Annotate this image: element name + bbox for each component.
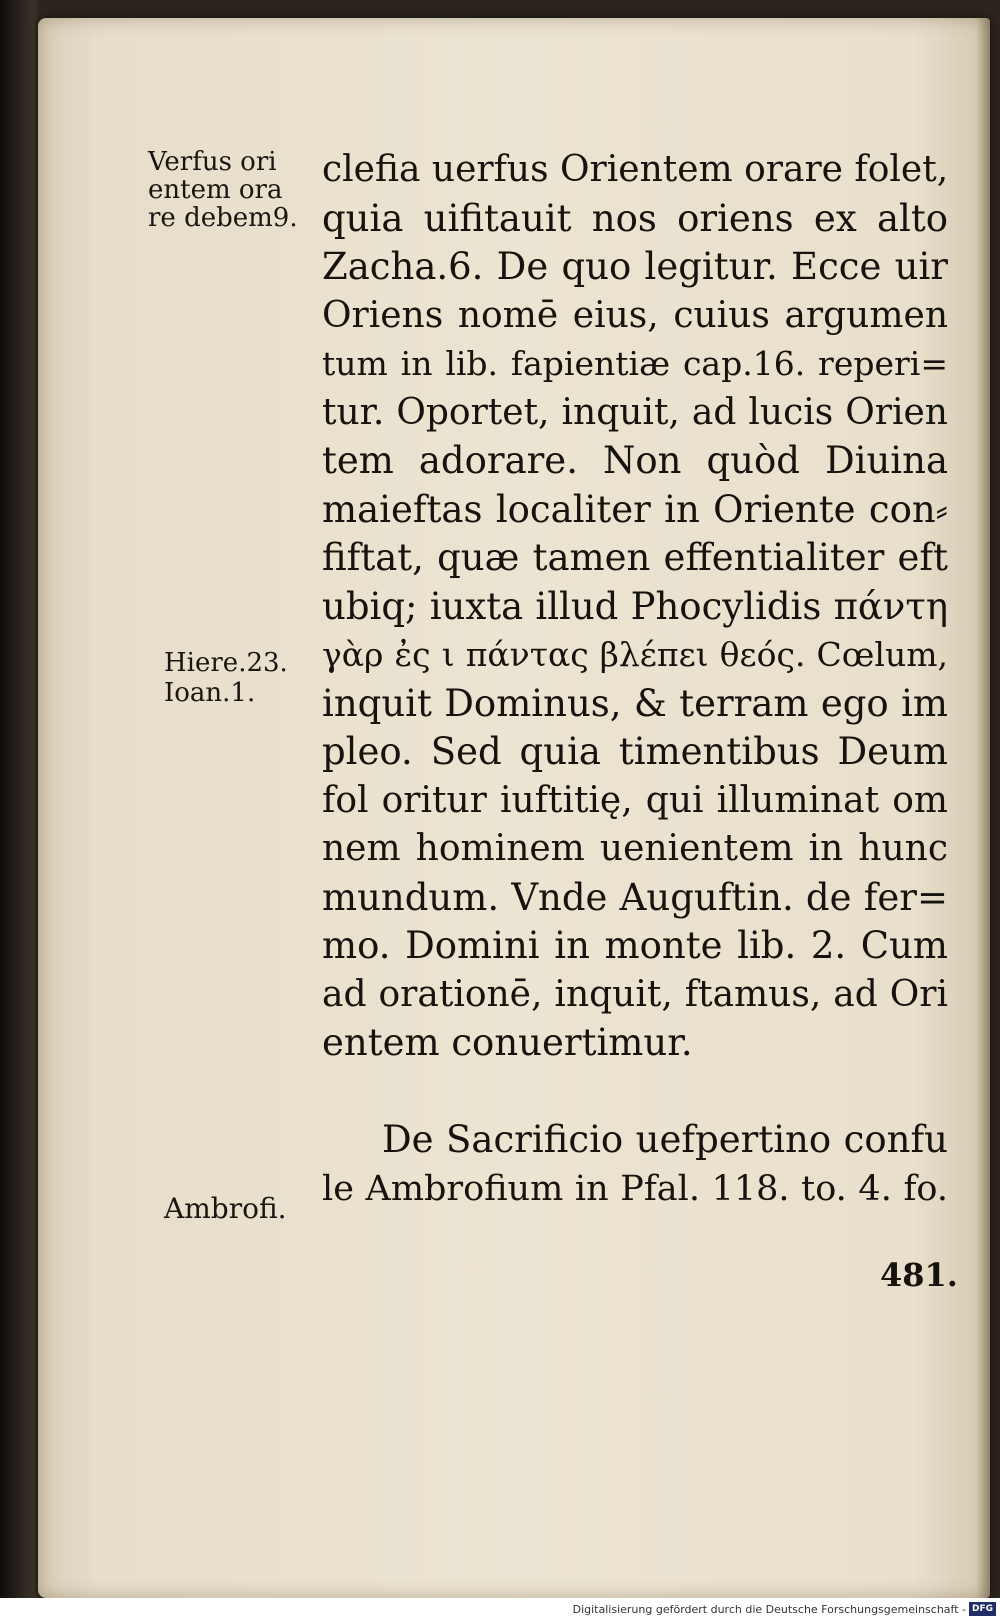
text-line: Oriens nomē eius, cuius argumen xyxy=(322,294,948,336)
text-line: mundum. Vnde Auguftin. de fer= xyxy=(322,875,948,919)
page-number: 481. xyxy=(880,1256,958,1294)
text-line: inquit Dominus, & terram ego im xyxy=(322,681,948,725)
dfg-logo-icon: DFG xyxy=(969,1602,996,1616)
text-line: pleo. Sed quia timentibus Deum xyxy=(322,730,948,773)
margin-note-versus-orientem: Verfus ori entem ora re debem9. xyxy=(148,147,298,233)
text-line: tur. Oportet, inquit, ad lucis Orien xyxy=(322,391,948,433)
text-line: De Sacrificio uefpertino confu xyxy=(382,1118,948,1161)
text-line: ad orationē, inquit, ftamus, ad Ori xyxy=(322,973,948,1015)
text-line: γὰρ ἐς ι πάντας βλέπει θεός. Cœlum, xyxy=(322,635,948,674)
second-paragraph xyxy=(322,1114,948,1211)
text-line: maieftas localiter in Oriente con⸗ xyxy=(322,487,948,531)
text-line: tem adorare. Non quòd Diuina xyxy=(322,439,948,482)
text-line: ubiq; iuxta illud Phocylidis πάντη xyxy=(322,584,948,628)
text-line: tum in lib. fapientiæ cap.16. reperi= xyxy=(322,344,948,383)
margin-note-ambrosi: Ambrofi. xyxy=(164,1192,287,1225)
text-line: entem conuertimur. xyxy=(322,1021,693,1064)
margin-note-hiere-ioan: Hiere.23. Ioan.1. xyxy=(164,648,288,708)
text-line: le Ambrofium in Pfal. 118. to. 4. fo. xyxy=(322,1168,948,1209)
text-line: fiftat, quæ tamen effentialiter eft xyxy=(322,536,948,579)
main-text-block xyxy=(322,146,948,1068)
text-line: quia uifitauit nos oriens ex alto xyxy=(322,196,948,240)
text-line: nem hominem uenientem in hunc xyxy=(322,828,948,869)
text-line: Zacha.6. De quo legitur. Ecce uir xyxy=(322,245,948,288)
text-line: clefia uerfus Orientem orare folet, xyxy=(322,149,949,190)
text-line: mo. Domini in monte lib. 2. Cum xyxy=(322,924,948,967)
footer-credit: Digitalisierung gefördert durch die Deutsche Forschungsgemeinschaft - xyxy=(572,1603,966,1616)
page-edge-shadow xyxy=(976,18,990,1598)
text-line: fol oritur iuftitię, qui illuminat om xyxy=(322,779,948,821)
